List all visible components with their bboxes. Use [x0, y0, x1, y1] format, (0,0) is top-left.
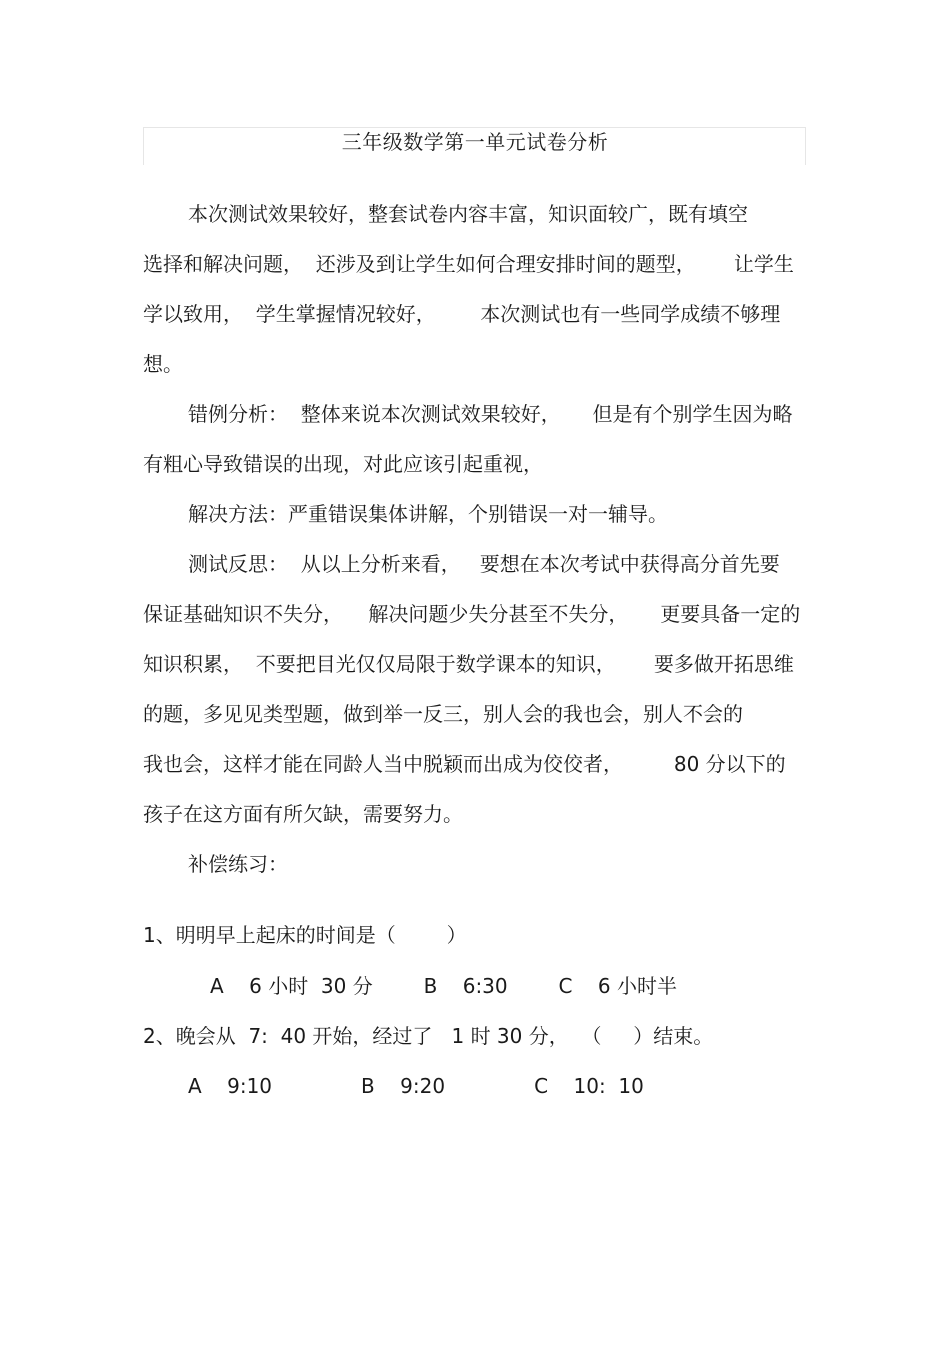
paragraph-line: 测试反思： 从以上分析来看， 要想在本次考试中获得高分首先要 — [188, 552, 780, 576]
paragraph-line: 的题，多见见类型题，做到举一反三，别人会的我也会，别人不会的 — [143, 702, 743, 726]
paragraph-line: 错例分析： 整体来说本次测试效果较好， 但是有个别学生因为略 — [188, 402, 793, 426]
document-title: 三年级数学第一单元试卷分析 — [341, 130, 609, 154]
section-heading: 补偿练习： — [188, 852, 288, 876]
paragraph-line: 孩子在这方面有所欠缺，需要努力。 — [143, 802, 463, 826]
question-2-options: A 9:10 B 9:20 C 10: 10 — [188, 1074, 644, 1098]
question-2: 2、晚会从 7: 40 开始，经过了 1 时 30 分， （ ）结束。 — [143, 1024, 714, 1048]
paragraph-line: 选择和解决问题， 还涉及到让学生如何合理安排时间的题型， 让学生 — [143, 252, 794, 276]
paragraph-line: 本次测试效果较好，整套试卷内容丰富，知识面较广，既有填空 — [188, 202, 748, 226]
question-1-options: A 6 小时 30 分 B 6:30 C 6 小时半 — [210, 974, 677, 998]
paragraph-line: 我也会，这样才能在同龄人当中脱颖而出成为佼佼者， 80 分以下的 — [143, 752, 786, 776]
question-1: 1、明明早上起床的时间是（ ） — [143, 923, 467, 947]
paragraph-line: 保证基础知识不失分， 解决问题少失分甚至不失分， 更要具备一定的 — [143, 602, 801, 626]
paragraph-line: 知识积累， 不要把目光仅仅局限于数学课本的知识， 要多做开拓思维 — [143, 652, 794, 676]
paragraph-line: 解决方法：严重错误集体讲解，个别错误一对一辅导。 — [188, 502, 668, 526]
paragraph-line: 有粗心导致错误的出现，对此应该引起重视， — [143, 452, 543, 476]
paragraph-line: 学以致用， 学生掌握情况较好， 本次测试也有一些同学成绩不够理 — [143, 302, 781, 326]
paragraph-line: 想。 — [143, 352, 183, 376]
